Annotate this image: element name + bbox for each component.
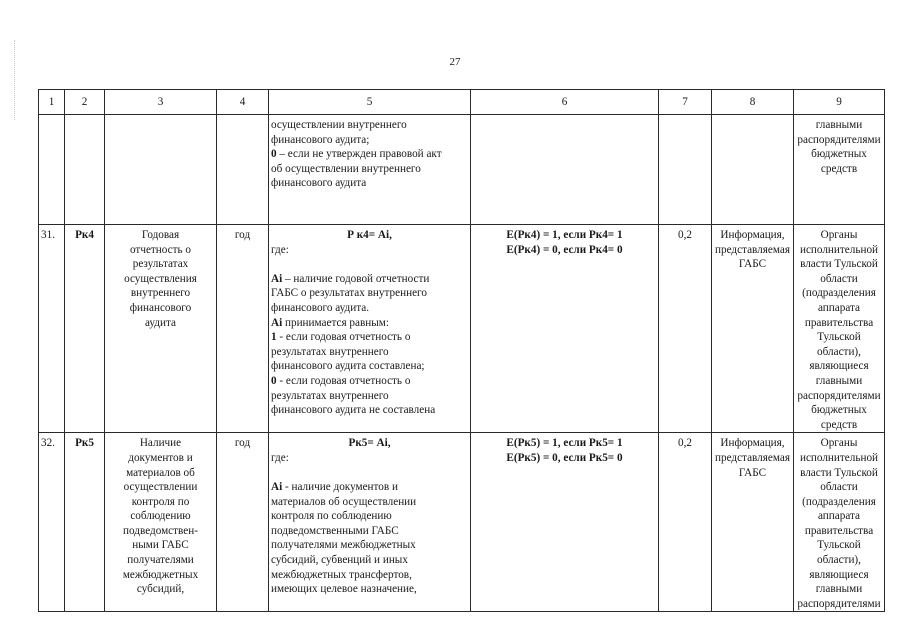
indicator-name: Годовая отчетность о результатах осуществления внутреннего финансового аудита [105,225,217,433]
text-line: средств [820,162,858,175]
responsible-organization: Органы исполнительной власти Тульской области (подразделения аппарата правительства Тульской области), являющиеся главными распорядителями [794,433,885,612]
text-line: главными [815,119,863,131]
row-number: 32. [39,433,65,612]
unit: год [217,225,269,433]
row-number: 31. [39,225,65,433]
weight: 0,2 [659,433,712,612]
text-line: финансового аудита [271,177,367,190]
text-line: финансового аудита. [271,301,369,314]
continuation-description [269,115,471,225]
text-line: Аi принимается равным: [271,316,389,329]
text-line: бюджетных [811,148,867,161]
text-line: осуществлении внутреннего [271,119,407,131]
text-line: межбюджетных трансфертов, [271,568,412,581]
text-line: ГАБС о результатах внутреннего [271,287,427,300]
indicator-code: Рк5 [65,433,105,612]
text-line: финансового аудита не составлена [271,404,436,417]
table-row [39,225,885,433]
responsible-organization: Органы исполнительной власти Тульской области (подразделения аппарата правительства Тульской области), являющиеся главными распорядителями бюджетных средств [794,225,885,433]
page-number: 27 [449,56,461,68]
formula-description [269,225,471,433]
text-line: материалов об осуществлении [271,495,417,508]
header-cell: 2 [65,90,105,115]
text-line: имеющих целевое назначение, [271,583,417,596]
indicator-table [38,89,885,612]
evaluation-rule: Е(Рк5) = 1, если Рк5= 1 Е(Рк5) = 0, если Рк5= 0 [471,433,659,612]
text-line: Аi – наличие годовой отчетности [271,272,430,285]
text-line: финансового аудита; [271,133,370,146]
header-cell: 6 [471,90,659,115]
cell-empty [712,115,794,225]
header-cell: 1 [39,90,65,115]
text-line: субсидий, субвенций и иных [271,554,408,567]
table-row [39,433,885,612]
continuation-organization [794,115,885,225]
text-line: финансового аудита составлена; [271,360,425,373]
unit: год [217,433,269,612]
header-cell: 3 [105,90,217,115]
cell-empty [217,115,269,225]
where-label: где: [271,451,289,464]
text-line: результатах внутреннего [271,389,389,402]
formula: Рк5= Аi, [348,437,391,450]
header-cell: 7 [659,90,712,115]
cell-empty [471,115,659,225]
text-line: 0 – если не утвержден правовой акт [271,148,442,161]
text-line: 1 - если годовая отчетность о [271,331,411,344]
header-cell: 9 [794,90,885,115]
header-cell: 4 [217,90,269,115]
text-line: подведомственными ГАБС [271,524,399,537]
formula-description [269,433,471,612]
scan-margin-marks [14,40,17,120]
data-source: Информация, представляемая ГАБС [712,433,794,612]
where-label: где: [271,243,289,256]
weight: 0,2 [659,225,712,433]
text-line: об осуществлении внутреннего [271,162,421,175]
cell-empty [39,115,65,225]
indicator-name: Наличие документов и материалов об осуществлении контроля по соблюдению подведомствен- ными ГАБС получателями межбюджетных субсидий, [105,433,217,612]
continuation-row [39,115,885,225]
text-line: контроля по соблюдению [271,510,392,523]
header-cell: 8 [712,90,794,115]
text-line: Аi - наличие документов и [271,481,398,494]
header-cell: 5 [269,90,471,115]
text-line: 0 - если годовая отчетность о [271,374,411,387]
cell-empty [65,115,105,225]
text-line: получателями межбюджетных [271,539,416,552]
cell-empty [105,115,217,225]
cell-empty [659,115,712,225]
data-source: Информация, представляемая ГАБС [712,225,794,433]
header-row [39,90,885,115]
indicator-code: Рк4 [65,225,105,433]
formula: Р к4= Аi, [347,229,392,241]
text-line: распорядителями [797,133,881,146]
evaluation-rule: Е(Рк4) = 1, если Рк4= 1 Е(Рк4) = 0, если Рк4= 0 [471,225,659,433]
text-line: результатах внутреннего [271,345,389,358]
